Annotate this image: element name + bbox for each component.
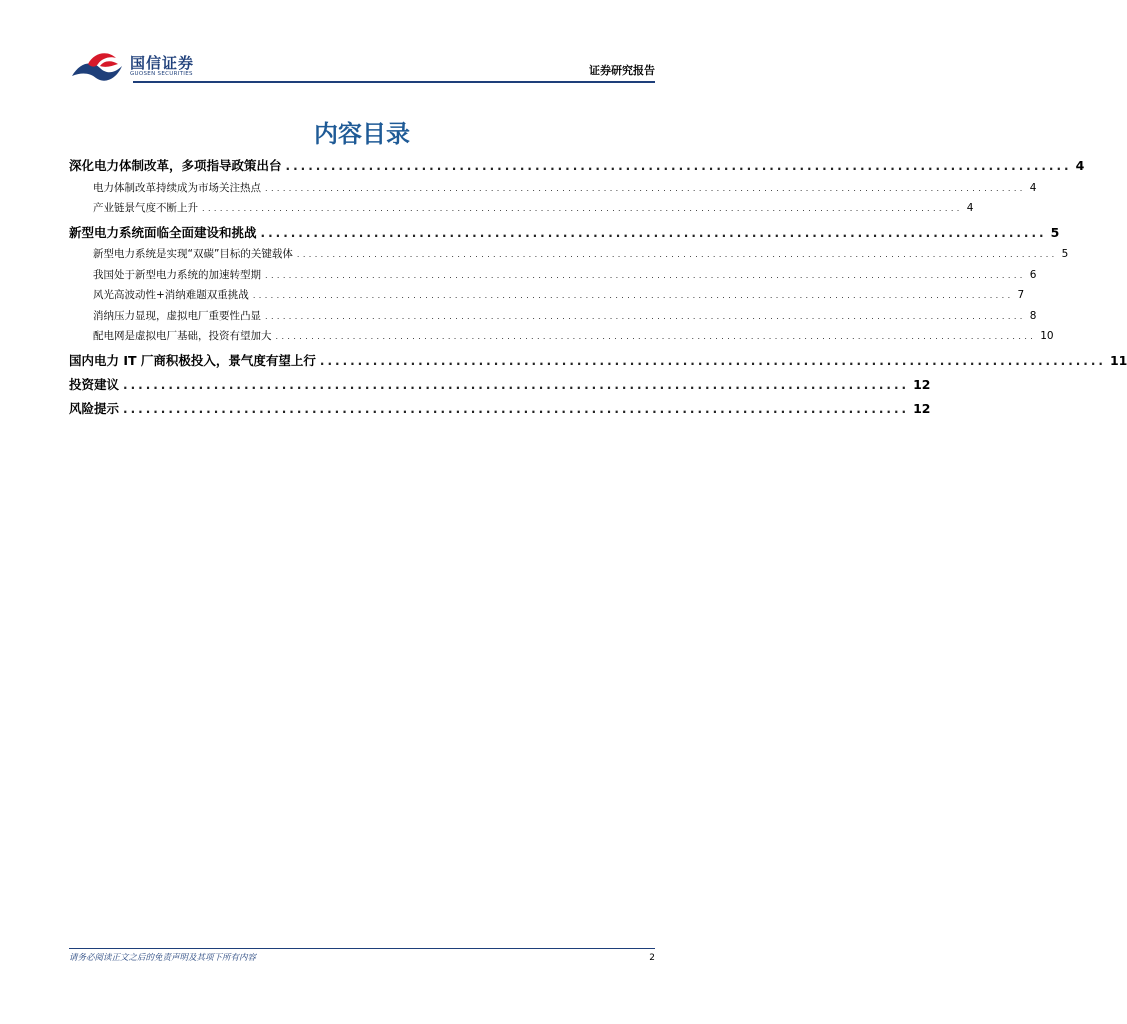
toc-leader-dots: ........................................................................................................ bbox=[260, 226, 1047, 240]
logo-wordmark-cn: 国信证券 bbox=[130, 54, 195, 72]
toc-entry-label: 配电网是虚拟电厂基础，投资有望加大 bbox=[93, 330, 272, 342]
toc-leader-dots: ........................................................................................................ bbox=[285, 159, 1072, 173]
toc-leader-dots: ................................................................................................................................ bbox=[265, 184, 1026, 193]
toc-leader-dots: ................................................................................................................................ bbox=[202, 204, 963, 213]
toc-entry-label: 深化电力体制改革，多项指导政策出台 bbox=[69, 158, 282, 173]
report-type-label: 证券研究报告 bbox=[589, 64, 655, 77]
toc-entry-page: 4 bbox=[966, 202, 974, 214]
toc-entry-level2[interactable] bbox=[93, 287, 1025, 302]
page-header bbox=[0, 0, 724, 90]
toc-entry-label: 我国处于新型电力系统的加速转型期 bbox=[93, 269, 261, 281]
toc-entry-page: 11 bbox=[1109, 353, 1127, 368]
toc-entry-level2[interactable] bbox=[93, 246, 1069, 261]
toc-entry-label: 产业链景气度不断上升 bbox=[93, 202, 198, 214]
toc-title: 内容目录 bbox=[314, 120, 410, 148]
toc-entry-level1[interactable] bbox=[69, 375, 931, 393]
toc-leader-dots: ................................................................................................................................ bbox=[252, 291, 1014, 300]
toc-entry-level1[interactable] bbox=[69, 223, 1060, 241]
toc-entry-level2[interactable] bbox=[93, 308, 1037, 323]
toc-entry-level2[interactable] bbox=[93, 328, 1054, 343]
toc-entry-level1[interactable] bbox=[69, 351, 1127, 369]
toc-leader-dots: ................................................................................................................................ bbox=[275, 332, 1037, 341]
toc-entry-label: 投资建议 bbox=[69, 377, 120, 392]
header-divider bbox=[133, 81, 655, 83]
toc-entry-page: 10 bbox=[1040, 330, 1054, 342]
toc-entry-level1[interactable] bbox=[69, 399, 931, 417]
toc-entry-label: 消纳压力显现，虚拟电厂重要性凸显 bbox=[93, 310, 261, 322]
toc-entry-page: 5 bbox=[1050, 225, 1060, 240]
toc-entry-level2[interactable] bbox=[93, 267, 1037, 282]
toc-entry-page: 6 bbox=[1029, 269, 1037, 281]
footer-disclaimer: 请务必阅读正文之后的免责声明及其项下所有内容 bbox=[69, 953, 257, 963]
toc-entry-level1[interactable] bbox=[69, 156, 1085, 174]
toc-entry-level2[interactable] bbox=[93, 180, 1037, 195]
toc-entry-label: 风险提示 bbox=[69, 401, 120, 416]
toc-entry-page: 5 bbox=[1061, 248, 1069, 260]
guosen-logo-icon bbox=[70, 50, 126, 86]
logo-wordmark-en: GUOSEN SECURITIES bbox=[130, 71, 193, 77]
toc-entry-level2[interactable] bbox=[93, 200, 974, 215]
toc-entry-page: 12 bbox=[913, 401, 931, 416]
toc-leader-dots: ........................................................................................................ bbox=[319, 354, 1106, 368]
toc-entry-label: 新型电力系统面临全面建设和挑战 bbox=[69, 225, 257, 240]
toc-entry-page: 12 bbox=[913, 377, 931, 392]
toc-entry-label: 风光高波动性+消纳难题双重挑战 bbox=[93, 289, 249, 301]
toc-leader-dots: ................................................................................................................................ bbox=[296, 250, 1058, 259]
toc-leader-dots: ................................................................................................................................ bbox=[265, 312, 1026, 321]
toc-entry-label: 电力体制改革持续成为市场关注热点 bbox=[93, 182, 261, 194]
toc-entry-page: 4 bbox=[1075, 158, 1085, 173]
toc-leader-dots: ........................................................................................................ bbox=[123, 402, 910, 416]
toc-entry-label: 新型电力系统是实现“双碳”目标的关键载体 bbox=[93, 248, 293, 260]
toc-entry-page: 7 bbox=[1017, 289, 1025, 301]
toc-entry-page: 8 bbox=[1029, 310, 1037, 322]
toc-entry-page: 4 bbox=[1029, 182, 1037, 194]
page-number: 2 bbox=[649, 953, 655, 963]
toc-leader-dots: ................................................................................................................................ bbox=[265, 271, 1026, 280]
toc-entry-label: 国内电力 IT 厂商积极投入，景气度有望上行 bbox=[69, 353, 316, 368]
toc-leader-dots: ........................................................................................................ bbox=[123, 378, 910, 392]
footer-divider bbox=[69, 948, 655, 949]
